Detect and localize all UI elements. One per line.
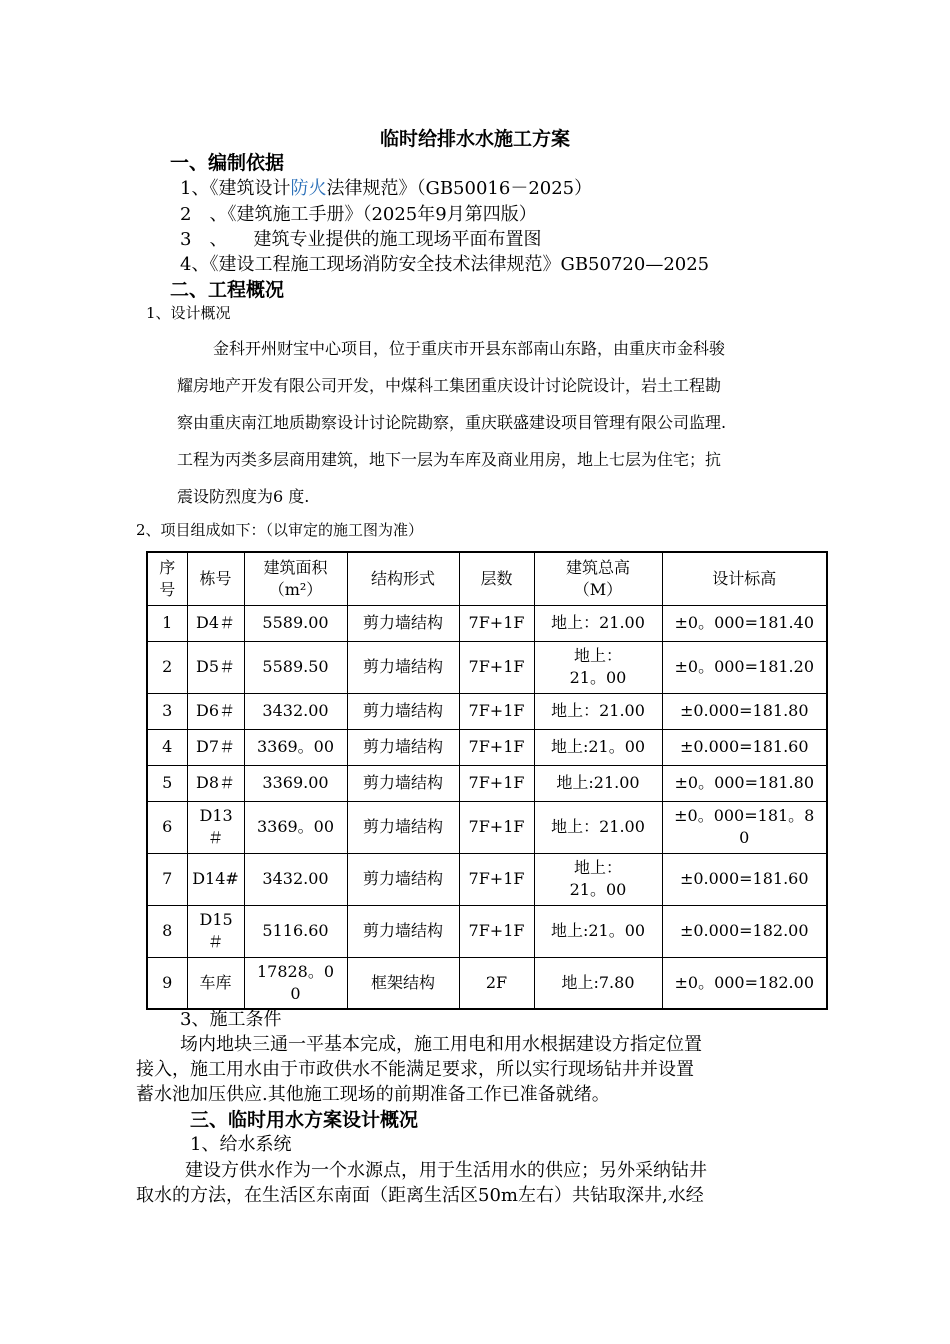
section-heading-basis: 一、编制依据 — [170, 152, 285, 174]
table-cell: 4 — [147, 729, 187, 765]
paragraph-line: 取水的方法，在生活区东南面（距离生活区50m左右）共钻取深井,水经 — [136, 1185, 704, 1206]
table-cell: 5 — [147, 765, 187, 801]
table-cell: 3369。00 — [244, 729, 347, 765]
table-cell: 6 — [147, 801, 187, 853]
column-header: 结构形式 — [347, 552, 459, 605]
reference-text: 《建设工程施工现场消防安全技术法律规范》GB50720—2025 — [209, 254, 710, 275]
table-row — [147, 957, 827, 1009]
column-header: 设计标高 — [662, 552, 827, 605]
subheading-water-supply: 1、给水系统 — [190, 1134, 292, 1155]
table-cell: 3369.00 — [244, 765, 347, 801]
table-cell: 剪力墙结构 — [347, 641, 459, 693]
table-cell: 5589.50 — [244, 641, 347, 693]
table-cell: 7F+1F — [459, 693, 534, 729]
table-cell: 地上：21。00 — [534, 641, 662, 693]
table-cell: 剪力墙结构 — [347, 765, 459, 801]
table-cell: 3369。00 — [244, 801, 347, 853]
table-cell: 7F+1F — [459, 605, 534, 641]
subheading-construction-conditions: 3、施工条件 — [180, 1009, 282, 1030]
table-cell: 地上：21.00 — [534, 605, 662, 641]
reference-text: 法律规范》（GB50016－2025） — [326, 178, 593, 199]
paragraph-line: 蓄水池加压供应.其他施工现场的前期准备工作已准备就绪。 — [136, 1084, 610, 1105]
section-heading-overview: 二、工程概况 — [170, 279, 285, 301]
paragraph-line: 震设防烈度为6 度. — [177, 487, 310, 506]
column-header: 建筑面积（m²） — [244, 552, 347, 605]
table-cell: 地上:21。00 — [534, 729, 662, 765]
paragraph-line: 场内地块三通一平基本完成，施工用电和用水根据建设方指定位置 — [180, 1034, 702, 1055]
table-cell: 5589.00 — [244, 605, 347, 641]
subheading-project-composition: 2、项目组成如下：（以审定的施工图为准） — [136, 521, 424, 539]
table-cell: 车库 — [187, 957, 244, 1009]
table-cell: 剪力墙结构 — [347, 605, 459, 641]
table-cell: 9 — [147, 957, 187, 1009]
reference-number: 1、 — [180, 178, 210, 199]
paragraph-line: 接入，施工用水由于市政供水不能满足要求，所以实行现场钻井并设置 — [136, 1059, 694, 1080]
table-cell: 剪力墙结构 — [347, 905, 459, 957]
table-cell: 剪力墙结构 — [347, 801, 459, 853]
subheading-design-overview: 1、设计概况 — [146, 304, 231, 322]
table-cell: ±0。000=181。80 — [662, 801, 827, 853]
table-cell: D8＃ — [187, 765, 244, 801]
table-cell: 5116.60 — [244, 905, 347, 957]
table-cell: 地上:21。00 — [534, 905, 662, 957]
table-cell: 2F — [459, 957, 534, 1009]
table-cell: 8 — [147, 905, 187, 957]
table-cell: ±0.000=181.60 — [662, 729, 827, 765]
table-row — [147, 605, 827, 641]
table-cell: 地上:21.00 — [534, 765, 662, 801]
table-cell: D15＃ — [187, 905, 244, 957]
table-cell: 3432.00 — [244, 693, 347, 729]
column-header: 序号 — [147, 552, 187, 605]
table-row — [147, 801, 827, 853]
table-cell: 地上:7.80 — [534, 957, 662, 1009]
table-cell: 7 — [147, 853, 187, 905]
table-cell: 7F+1F — [459, 801, 534, 853]
table-cell: ±0。000=181.20 — [662, 641, 827, 693]
table-cell: D6＃ — [187, 693, 244, 729]
table-cell: 剪力墙结构 — [347, 693, 459, 729]
table-cell: 框架结构 — [347, 957, 459, 1009]
table-row — [147, 729, 827, 765]
table-header-row — [147, 552, 827, 605]
paragraph-line: 耀房地产开发有限公司开发，中煤科工集团重庆设计讨论院设计，岩土工程勘 — [177, 376, 722, 395]
column-header: 栋号 — [187, 552, 244, 605]
paragraph-line: 工程为丙类多层商用建筑，地下一层为车库及商业用房，地上七层为住宅；抗 — [177, 450, 722, 469]
reference-item-1 — [180, 174, 592, 200]
table-cell: ±0。000=181.40 — [662, 605, 827, 641]
table-cell: 地上：21.00 — [534, 801, 662, 853]
table-cell: 7F+1F — [459, 905, 534, 957]
reference-text: 《建筑施工手册》（2025年9月第四版） — [227, 204, 537, 225]
table-cell: 剪力墙结构 — [347, 729, 459, 765]
table-cell: 17828。00 — [244, 957, 347, 1009]
reference-text: 《建筑设计 — [209, 178, 291, 199]
table-cell: 7F+1F — [459, 641, 534, 693]
paragraph-line: 金科开州财宝中心项目，位于重庆市开县东部南山东路，由重庆市金科骏 — [213, 339, 726, 358]
table-row — [147, 693, 827, 729]
table-cell: ±0.000=181.60 — [662, 853, 827, 905]
table-cell: 3 — [147, 693, 187, 729]
table-cell: 3432.00 — [244, 853, 347, 905]
reference-item-4 — [180, 250, 709, 276]
paragraph-line: 建设方供水作为一个水源点，用于生活用水的供应；另外采纳钻井 — [185, 1160, 707, 1181]
table-cell: 2 — [147, 641, 187, 693]
table-cell: D4＃ — [187, 605, 244, 641]
section-heading-water-plan: 三、临时用水方案设计概况 — [190, 1109, 419, 1131]
table-cell: ±0。000=182.00 — [662, 957, 827, 1009]
table-cell: D13＃ — [187, 801, 244, 853]
table-row — [147, 853, 827, 905]
table-cell: ±0。000=181.80 — [662, 765, 827, 801]
table-row — [147, 641, 827, 693]
project-table — [146, 551, 828, 1010]
table-row — [147, 905, 827, 957]
table-cell: D5＃ — [187, 641, 244, 693]
table-cell: 7F+1F — [459, 853, 534, 905]
page-title: 临时给排水水施工方案 — [379, 128, 570, 150]
table-cell: 1 — [147, 605, 187, 641]
reference-number: 4、 — [180, 254, 210, 275]
reference-number: 3 、 — [180, 229, 228, 250]
table-cell: ±0.000=181.80 — [662, 693, 827, 729]
highlighted-text: 防火 — [290, 178, 327, 199]
column-header: 建筑总高（M） — [534, 552, 662, 605]
reference-item-2 — [180, 200, 537, 226]
table-cell: 7F+1F — [459, 729, 534, 765]
reference-number: 2 、 — [180, 204, 228, 225]
column-header: 层数 — [459, 552, 534, 605]
table-cell: 剪力墙结构 — [347, 853, 459, 905]
table-cell: D14# — [187, 853, 244, 905]
reference-text: 建筑专业提供的施工现场平面布置图 — [253, 229, 542, 250]
table-row — [147, 765, 827, 801]
table-cell: ±0.000=182.00 — [662, 905, 827, 957]
table-cell: 地上：21.00 — [534, 693, 662, 729]
table-cell: D7＃ — [187, 729, 244, 765]
paragraph-line: 察由重庆南江地质勘察设计讨论院勘察，重庆联盛建设项目管理有限公司监理. — [177, 413, 727, 432]
table-cell: 地上：21。00 — [534, 853, 662, 905]
reference-item-3 — [180, 225, 541, 251]
table-cell: 7F+1F — [459, 765, 534, 801]
